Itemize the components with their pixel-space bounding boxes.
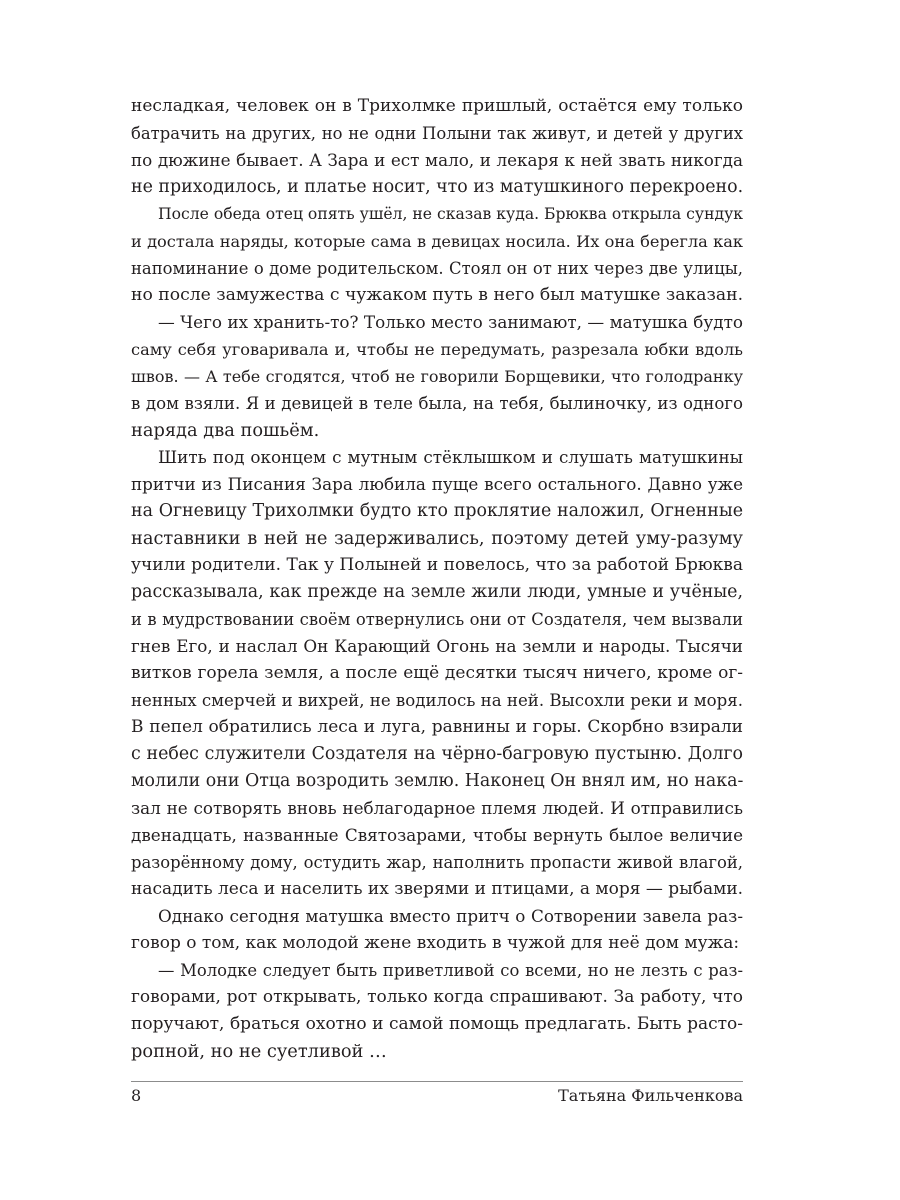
page-number: 8 <box>131 1086 142 1105</box>
text-line: батрачить на других, но не одни Полыни так живут, и детей у других <box>131 124 743 143</box>
text-line: по дюжине бывает. А Зара и ест мало, и лекаря к ней звать никогда <box>131 150 743 170</box>
text-line: но после замужества с чужаком путь в него был матушке заказан. <box>131 285 744 305</box>
text-line: — Молодке следует быть приветливой со всеми, но не лезть с раз- <box>158 961 743 980</box>
text-line: и достала наряды, которые сама в девицах носила. Их она берегла как <box>131 232 743 251</box>
text-line: витков горела земля, а после ещё десятки тысяч ничего, кроме ог- <box>131 663 743 683</box>
text-line: двенадцать, названные Святозарами, чтобы вернуть былое величие <box>131 825 743 845</box>
text-line: на Огневицу Трихолмки будто кто проклятие наложил, Огненные <box>131 501 743 521</box>
text-line: наставники в ней не задерживались, поэтому детей уму-разуму <box>131 528 743 549</box>
text-line: не приходилось, и платье носит, что из матушкиного перекроено. <box>131 177 744 197</box>
text-line: разорённому дому, остудить жар, наполнить пропасти живой влагой, <box>131 853 743 872</box>
text-line: В пепел обратились леса и луга, равнины и горы. Скорбно взирали <box>131 717 743 737</box>
text-line: ненных смерчей и вихрей, не водилось на ней. Высохли реки и моря. <box>131 691 744 710</box>
text-line: наряда два пошьём. <box>131 420 320 441</box>
text-line: с небес служители Создателя на чёрно-багровую пустыню. Долго <box>131 744 743 764</box>
text-line: говорами, рот открывать, только когда спрашивают. За работу, что <box>131 987 743 1007</box>
text-line: саму себя уговаривала и, чтобы не передумать, разрезала юбки вдоль <box>131 340 743 359</box>
text-line: После обеда отец опять ушёл, не сказав куда. Брюква открыла сундук <box>158 205 743 223</box>
text-line: поручают, браться охотно и самой помощь предлагать. Быть расто- <box>131 1014 743 1034</box>
text-line: рассказывала, как прежде на земле жили люди, умные и учёные, <box>131 582 743 602</box>
text-line: учили родители. Так у Полыней и повелось, что за работой Брюква <box>131 555 743 575</box>
text-line: — Чего их хранить-то? Только место занимают, — матушка будто <box>158 312 743 332</box>
text-line: и в мудрствовании своём отвернулись они от Создателя, чем вызвали <box>131 610 743 629</box>
text-line: Однако сегодня матушка вместо притч о Сотворении завела раз- <box>158 906 743 926</box>
text-line: зал не сотворять вновь неблагодарное племя людей. И отправились <box>131 798 743 818</box>
text-line: несладкая, человек он в Трихолмке пришлый, остаётся ему только <box>131 96 743 116</box>
footer-divider <box>131 1081 743 1082</box>
text-line: в дом взяли. Я и девицей в теле была, на тебя, былиночку, из одного <box>131 394 743 413</box>
text-line: гнев Его, и наслал Он Карающий Огонь на земли и народы. Тысячи <box>131 636 743 656</box>
text-line: Шить под оконцем с мутным стёклышком и слушать матушкины <box>158 447 743 467</box>
text-line: говор о том, как молодой жене входить в чужой для неё дом мужа: <box>131 933 740 953</box>
running-footer-author: Татьяна Фильченкова <box>558 1086 743 1105</box>
text-line: молили они Отца возродить землю. Наконец Он внял им, но нака- <box>131 771 744 791</box>
text-line: насадить леса и населить их зверями и птицами, а моря — рыбами. <box>131 879 744 899</box>
text-line: ропной, но не суетливой … <box>131 1041 387 1062</box>
text-line: напоминание о доме родительском. Стоял он от них через две улицы, <box>131 259 743 278</box>
body-text <box>131 93 743 1065</box>
text-line: швов. — А тебе сгодятся, чтоб не говорили Борщевики, что голодранку <box>131 367 743 386</box>
text-line: притчи из Писания Зара любила пуще всего остального. Давно уже <box>131 474 743 494</box>
